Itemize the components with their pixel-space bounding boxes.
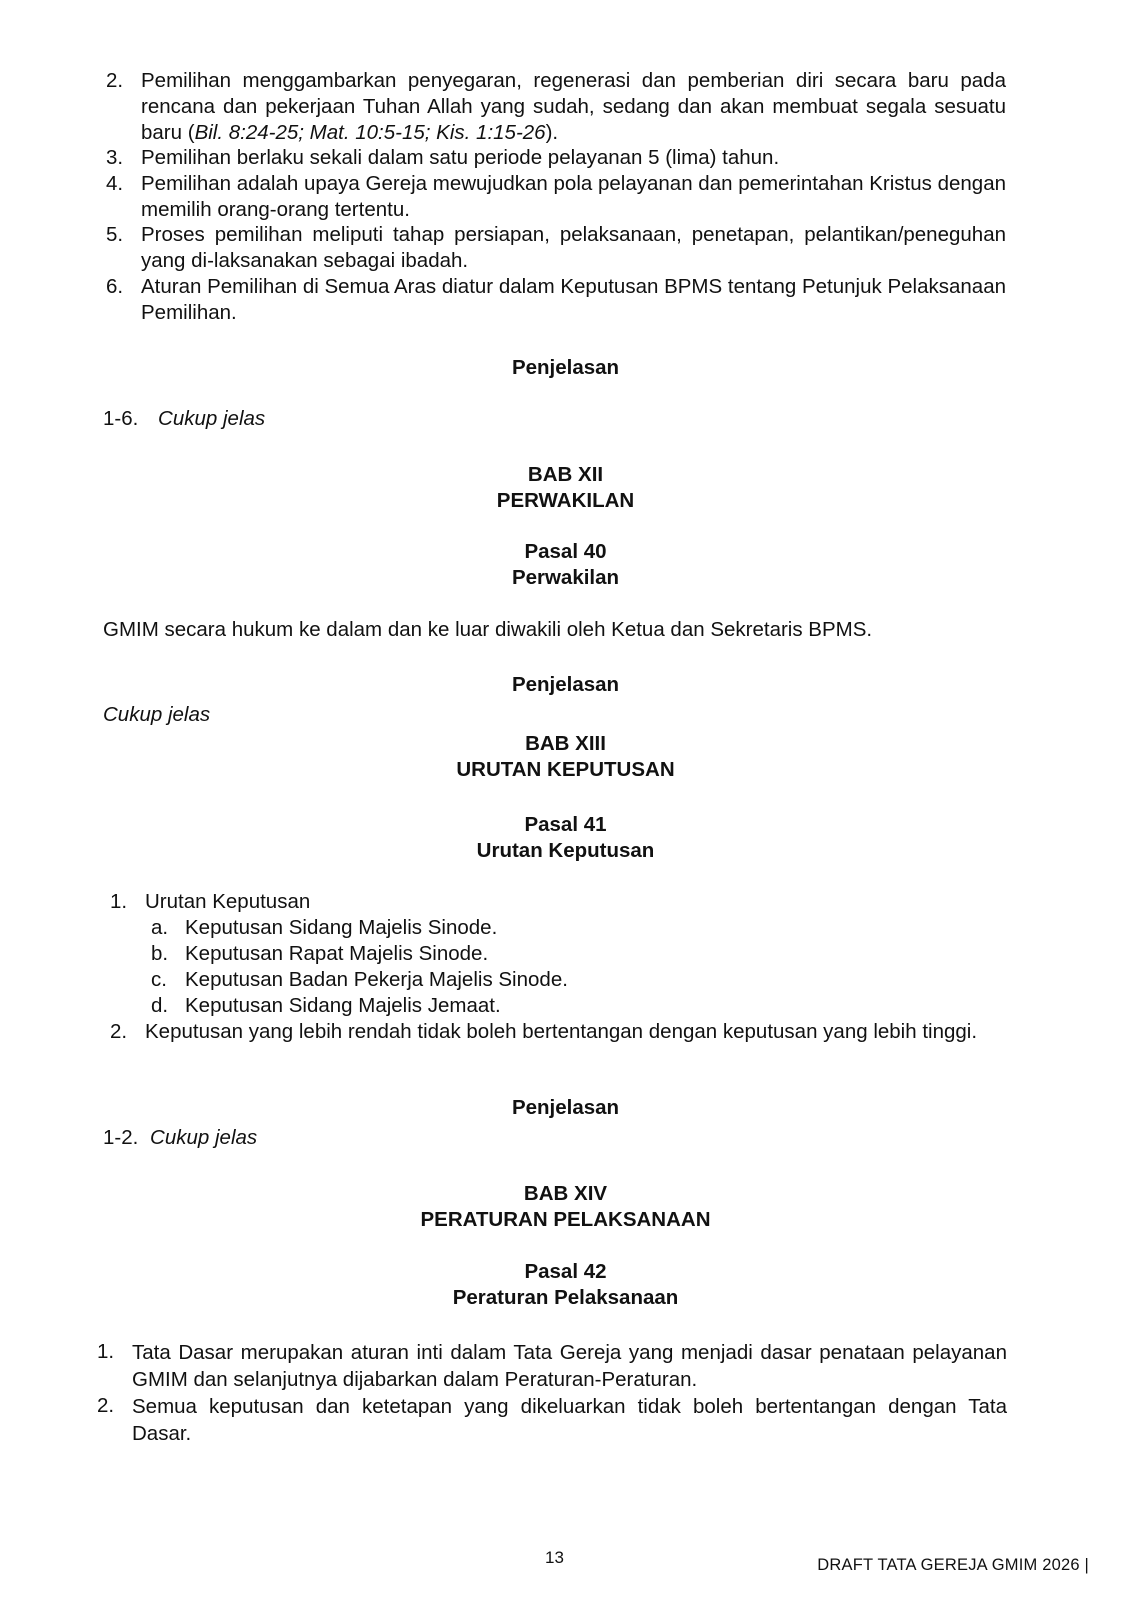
list-item (106, 171, 1006, 223)
penjelasan-text: Cukup jelas (103, 703, 211, 726)
bab-title: PERATURAN PELAKSANAAN (420, 1208, 711, 1231)
list-number: 5. (106, 223, 124, 246)
list-number: 6. (106, 275, 124, 298)
sub-list-text: Keputusan Rapat Majelis Sinode. (185, 942, 489, 965)
list-text: Pemilihan adalah upaya Gereja mewujudkan pola pelayanan dan pemerintahan Kristus dengan memilih orang-orang tertentu. (141, 172, 1007, 221)
list-item (97, 1339, 1007, 1393)
list-item (106, 274, 1006, 326)
list-item (110, 1019, 990, 1071)
sub-list-item (151, 993, 751, 1019)
sub-list-item (151, 967, 751, 993)
list-text: Proses pemilihan meliputi tahap persiapan, pelaksanaan, penetapan, pelantikan/peneguhan yang di-laksanakan sebagai ibadah. (141, 223, 1006, 272)
penjelasan-heading: Penjelasan (511, 1096, 620, 1119)
penjelasan-line: 1-6. Cukup jelas (103, 407, 266, 430)
list-text: Keputusan yang lebih rendah tidak boleh bertentangan dengan keputusan yang lebih tinggi. (145, 1020, 978, 1043)
list-number: 2. (106, 69, 124, 92)
sub-list-text: Keputusan Sidang Majelis Jemaat. (185, 994, 501, 1017)
list-item (106, 222, 1006, 274)
sub-list-text: Keputusan Sidang Majelis Sinode. (185, 916, 498, 939)
list-text: Tata Dasar merupakan aturan inti dalam Tata Gereja yang menjadi dasar penataan pelayanan GMIM dan selanjutnya dijabarkan dalam Peraturan-Peraturan. (132, 1341, 1007, 1391)
list-text: Aturan Pemilihan di Semua Aras diatur dalam Keputusan BPMS tentang Petunjuk Pelaksanaan Pemilihan. (141, 275, 1006, 324)
sub-list-letter: b. (151, 942, 169, 965)
sub-list-letter: d. (151, 994, 169, 1017)
sub-list-letter: c. (151, 968, 167, 991)
list-number: 1. (97, 1340, 115, 1363)
bab-title: PERWAKILAN (496, 489, 635, 512)
pasal-title: Peraturan Pelaksanaan (452, 1286, 679, 1309)
document-title-footer: DRAFT TATA GEREJA GMIM 2026 | (817, 1556, 1089, 1574)
penjelasan-line: 1-2. Cukup jelas (103, 1126, 258, 1149)
page-number: 13 (545, 1548, 564, 1567)
pasal-number: Pasal 40 (524, 540, 607, 563)
list-number: 3. (106, 146, 124, 169)
list-item (110, 889, 990, 915)
list-text: Pemilihan berlaku sekali dalam satu periode pelayanan 5 (lima) tahun. (141, 146, 780, 169)
pasal-title: Urutan Keputusan (476, 839, 655, 862)
list-text: Pemilihan menggambarkan penyegaran, regenerasi dan pemberian diri secara baru pada rencana dan pekerjaan Tuhan Allah yang sudah, sedang dan akan membuat segala sesuatu baru (Bil. 8:24-25; Mat. 10:5-15; Kis. 1:15-26). (141, 69, 1006, 144)
list-item (106, 68, 1006, 148)
pasal-number: Pasal 42 (524, 1260, 607, 1283)
list-number: 2. (97, 1394, 115, 1417)
sub-list-item (151, 915, 751, 941)
list-number: 1. (110, 890, 128, 913)
penjelasan-heading: Penjelasan (511, 356, 620, 379)
list-text: Urutan Keputusan (145, 890, 311, 913)
list-item (97, 1393, 1007, 1447)
body-text: GMIM secara hukum ke dalam dan ke luar diwakili oleh Ketua dan Sekretaris BPMS. (103, 618, 873, 641)
list-text: Semua keputusan dan ketetapan yang dikeluarkan tidak boleh bertentangan dengan Tata Dasar. (132, 1395, 1007, 1445)
penjelasan-heading: Penjelasan (511, 673, 620, 696)
bab-title: URUTAN KEPUTUSAN (456, 758, 675, 781)
list-item (106, 145, 1006, 171)
pasal-title: Perwakilan (511, 566, 620, 589)
bab-number: BAB XII (527, 463, 604, 486)
bab-number: BAB XIV (523, 1182, 608, 1205)
bab-number: BAB XIII (525, 732, 606, 755)
sub-list-letter: a. (151, 916, 169, 939)
sub-list-item (151, 941, 751, 967)
pasal-number: Pasal 41 (524, 813, 607, 836)
list-number: 2. (110, 1020, 128, 1043)
list-number: 4. (106, 172, 124, 195)
sub-list-text: Keputusan Badan Pekerja Majelis Sinode. (185, 968, 568, 991)
